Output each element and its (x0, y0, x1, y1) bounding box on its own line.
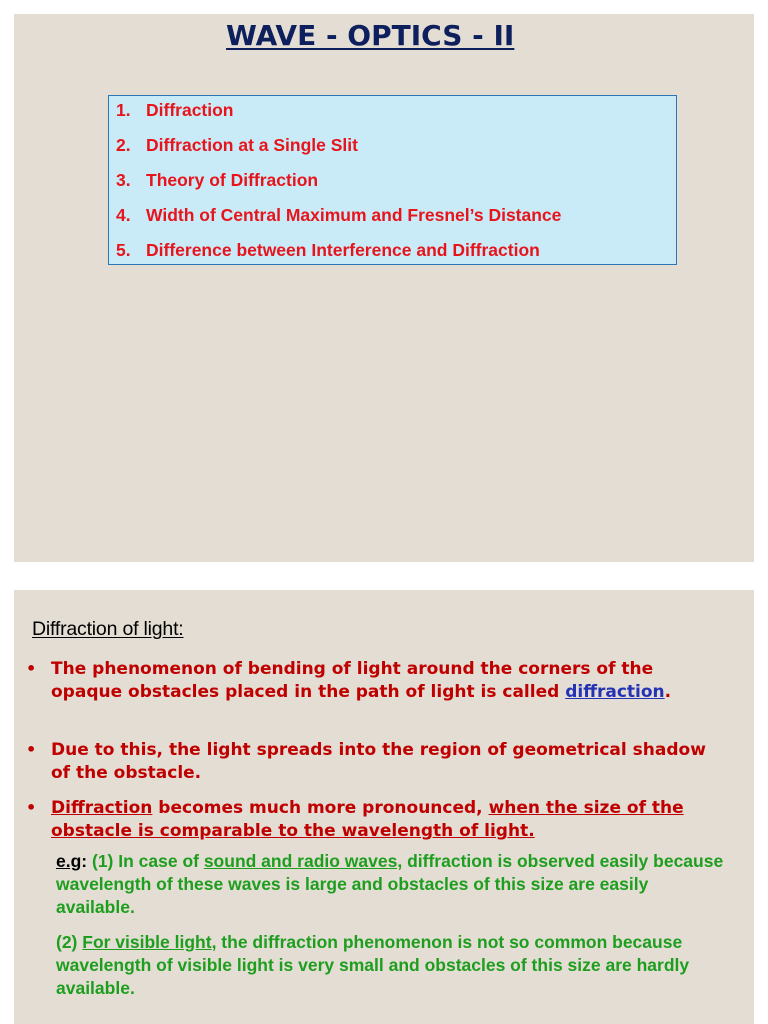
diffraction-term: diffraction (565, 682, 665, 702)
topic-label: Diffraction at a Single Slit (146, 135, 358, 155)
bullet-dot: • (26, 740, 37, 759)
topic-label: Difference between Interference and Diffraction (146, 240, 540, 260)
slide-1 (14, 14, 754, 562)
topic-item: 4. Width of Central Maximum and Fresnel’s Distance (116, 205, 562, 225)
topic-item: 1. Diffraction (116, 100, 234, 120)
topic-label: Width of Central Maximum and Fresnel’s Distance (146, 205, 562, 225)
bullet-definition: • The phenomenon of bending of light around the corners of the opaque obstacles placed in the path of light is called diffraction. (26, 659, 672, 702)
bullet-shadow: • Due to this, the light spreads into the region of geometrical shadow of the obstacle. (26, 740, 706, 783)
slide-title: WAVE - OPTICS - II (226, 19, 515, 52)
section-heading: Diffraction of light: (32, 618, 184, 640)
example-visible-light: (2) For visible light, the diffraction phenomenon is not so common because wavelength of visible light is very small and obstacles of this size are hardly available. (56, 932, 690, 998)
bullet-pronounced: • Diffraction becomes much more pronounced, when the size of the obstacle is comparable to the wavelength of light. (26, 798, 684, 841)
topic-item: 5. Difference between Interference and Diffraction (116, 240, 540, 260)
topic-label: Diffraction (146, 100, 234, 120)
bullet-dot: • (26, 659, 37, 678)
topic-label: Theory of Diffraction (146, 170, 319, 190)
slide-2 (14, 590, 754, 1024)
example-sound-radio: e.g: (1) In case of sound and radio waves, diffraction is observed easily because wavelength of these waves is large and obstacles of this size are easily available. (56, 851, 724, 917)
topic-item: 3. Theory of Diffraction (116, 170, 319, 190)
eg-label: e.g (56, 851, 82, 871)
condition-text: when the size of the obstacle is comparable to the wavelength of light. (51, 798, 684, 841)
topic-item: 2. Diffraction at a Single Slit (116, 135, 358, 155)
topics-list (108, 95, 677, 265)
bullet-dot: • (26, 798, 37, 817)
